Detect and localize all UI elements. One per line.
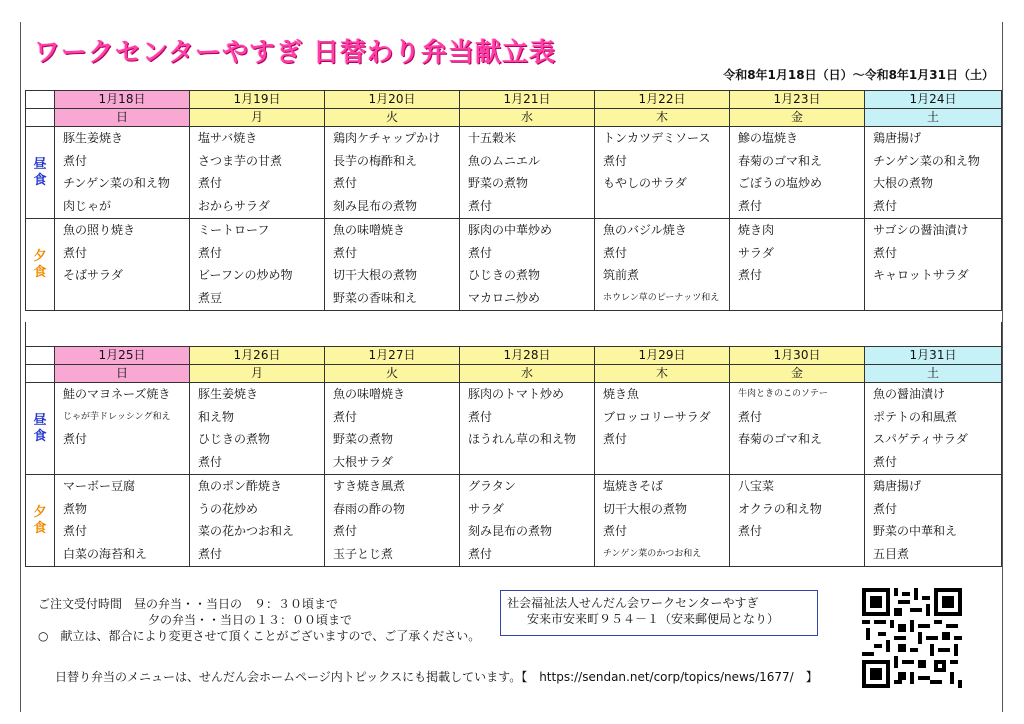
date-cell: 1月30日 [730,347,865,365]
dish-item: 鶏唐揚げ [873,131,922,145]
weekday-cell: 日 [55,109,190,127]
dinner-menu-cell [730,219,865,311]
dish-item [603,195,729,218]
page-title: ワークセンターやすぎ 日替わり弁当献立表 [34,38,557,68]
dish-item: 白菜の海苔和え [63,546,148,561]
lunch-label-cell [26,127,55,219]
lunch-menu-cell [190,127,325,219]
dish-item: マーボー豆腐 [63,479,136,493]
dish-item: 煮付 [738,524,763,538]
change-notice: ○ 献立は、都合により変更させて頂くことがございますので、ご了承ください。 [38,629,481,643]
dinner-menu-cell [55,475,190,567]
dish-item: 煮付 [468,546,493,561]
organization-name: 社会福祉法人せんだん会ワークセンターやすぎ [507,596,759,610]
dish-item: 魚のポン酢焼き [198,479,283,493]
date-row [26,91,1002,109]
dish-item: キャロットサラダ [873,268,969,282]
date-cell: 1月26日 [190,347,325,365]
dish-item: ごぼうの塩炒め [738,176,823,190]
dish-item: マカロニ炒め [468,290,541,305]
dish-item: 煮付 [873,454,898,469]
lunch-menu-cell [55,127,190,219]
footer-note: 日替り弁当のメニューは、せんだん会ホームページ内トピックスにも掲載しています。【 https://sendan.net/corp/topics/news/1677/ 】 [55,670,818,684]
dinner-row [26,219,1002,311]
dish-item: グラタン [468,479,516,493]
dish-item: トンカツデミソース [603,131,711,145]
lunch-label: 昼 食 [33,156,47,188]
dinner-menu-cell [865,475,1002,567]
dish-item: 切干大根の煮物 [603,501,688,516]
dish-item: 刻み昆布の煮物 [333,198,418,213]
dish-item: 和え物 [198,409,235,424]
dinner-menu-cell [190,475,325,567]
dish-item: 煮付 [63,432,88,446]
dish-item: 煮付 [63,245,88,260]
dish-item: 肉じゃが [63,198,112,213]
dish-item: チンゲン菜のかつお和え [603,548,702,559]
dish-item: 春菊のゴマ和え [738,432,823,446]
menu-period: 令和8年1月18日（日）～令和8年1月31日（土） [723,68,994,82]
dish-item: ほうれん草の和え物 [468,432,577,446]
dish-item: 魚の味噌焼き [333,223,406,237]
week-table [25,346,1002,567]
dish-item: 魚の味噌焼き [333,387,406,401]
dish-item: 豚生姜焼き [198,387,259,401]
dish-item: 刻み昆布の煮物 [468,524,553,538]
date-cell: 1月18日 [55,91,190,109]
lunch-menu-cell [730,127,865,219]
dish-item: 塩焼きそば [603,479,664,493]
date-cell: 1月22日 [595,91,730,109]
dish-item: 五目煮 [873,546,910,561]
dish-item: ひじきの煮物 [468,268,541,282]
dish-item: 大根サラダ [333,454,393,469]
dish-item: もやしのサラダ [603,176,687,190]
dinner-menu-cell [595,475,730,567]
dish-item: サゴシの醤油漬け [873,223,969,237]
dish-item: 煮付 [603,153,628,168]
dinner-menu-cell [55,219,190,311]
dish-item: すき焼き風煮 [333,479,406,493]
dinner-menu-cell [460,219,595,311]
dish-item: 煮付 [603,524,628,538]
dinner-label: 夕 食 [33,248,47,280]
lunch-menu-cell [595,383,730,475]
dish-item: 煮付 [738,198,763,213]
dish-item: ビーフンの炒め物 [198,268,293,282]
dinner-menu-cell [730,475,865,567]
dish-item: 魚の醤油漬け [873,387,946,401]
dish-item: ポテトの和風煮 [873,409,958,424]
corner-cell [26,109,55,127]
dish-item [468,451,594,474]
dish-item: 魚のバジル焼き [603,223,687,237]
dish-item: 煮付 [333,409,358,424]
dish-item: じゃが芋ドレッシング和え [63,411,171,422]
date-cell: 1月28日 [460,347,595,365]
dish-item: スパゲティサラダ [873,432,968,446]
weekday-cell: 土 [865,365,1002,383]
dish-item: 煮付 [63,524,88,538]
dinner-label-cell [26,475,55,567]
dish-item: 鮭のマヨネーズ焼き [63,387,171,401]
dish-item: 豚肉のトマト炒め [468,387,565,401]
date-cell: 1月23日 [730,91,865,109]
dish-item: 野菜の煮物 [468,176,529,190]
dish-item: 大根の煮物 [873,176,934,190]
weekday-cell: 火 [325,109,460,127]
dish-item: 塩サバ焼き [198,131,258,145]
date-cell: 1月27日 [325,347,460,365]
dish-item: 八宝菜 [738,479,775,493]
dish-item: ひじきの煮物 [198,432,271,446]
dish-item: 春雨の酢の物 [333,501,406,516]
corner-cell [26,91,55,109]
dinner-menu-cell [865,219,1002,311]
dish-item: 煮付 [603,432,628,446]
dish-item: 鶏肉ケチャップかけ [333,131,441,145]
dish-item [63,287,189,310]
dish-item: おからサラダ [198,198,270,213]
date-cell: 1月19日 [190,91,325,109]
dish-item: 煮付 [63,153,88,168]
dish-item: うの花炒め [198,501,259,516]
lunch-menu-cell [460,127,595,219]
weekday-cell: 月 [190,109,325,127]
right-border [1002,22,1003,712]
dish-item: 煮付 [873,198,898,213]
lunch-menu-cell [730,383,865,475]
dish-item: チンゲン菜の和え物 [63,176,170,190]
lunch-label-cell [26,383,55,475]
lunch-menu-cell [325,127,460,219]
dish-item: 煮付 [468,198,493,213]
dish-item: 玉子とじ煮 [333,546,394,561]
dish-item: 野菜の香味和え [333,290,418,305]
dish-item: 春菊のゴマ和え [738,153,823,168]
lunch-menu-cell [55,383,190,475]
weekday-row [26,365,1002,383]
dish-item: 菜の花かつお和え [198,524,295,538]
dish-item: 煮付 [333,176,358,190]
lunch-order-time: 昼の弁当・・当日の ９：３０頃まで [134,597,339,611]
week-table [25,90,1002,311]
dish-item: 鶏唐揚げ [873,479,922,493]
dish-item [738,543,864,566]
dish-item: ミートローフ [198,223,270,237]
lunch-row [26,127,1002,219]
date-cell: 1月25日 [55,347,190,365]
dish-item: 煮付 [468,245,493,260]
dish-item: 牛肉ときのこのソテー [738,389,828,399]
dish-item: 野菜の中華和え [873,524,958,538]
dish-item: 魚のムニエル [468,153,541,168]
dish-item: 煮付 [468,409,493,424]
dish-item: 焼き魚 [603,387,640,401]
weekday-cell: 火 [325,365,460,383]
dish-item: サラダ [468,501,504,516]
date-cell: 1月20日 [325,91,460,109]
weekday-cell: 日 [55,365,190,383]
date-cell: 1月21日 [460,91,595,109]
dish-item: 煮付 [333,245,358,260]
week-separator [25,322,1002,346]
weekday-cell: 月 [190,365,325,383]
qr-code-icon[interactable] [862,588,962,688]
dish-item: 切干大根の煮物 [333,268,418,282]
order-time-label: ご注文受付時間 [38,597,123,611]
dish-item [738,287,864,310]
dish-item: 豚生姜焼き [63,131,124,145]
dish-item: 煮付 [873,501,898,516]
dish-item: さつま芋の甘煮 [198,153,283,168]
dish-item: 煮付 [198,546,223,561]
dish-item: チンゲン菜の和え物 [873,153,980,168]
dinner-menu-cell [460,475,595,567]
dish-item [873,287,1001,310]
dish-item: 豚肉の中華炒め [468,223,553,237]
dish-item: 煮付 [198,245,223,260]
dish-item: 鰺の塩焼き [738,131,799,145]
date-row [26,347,1002,365]
dish-item: 煮付 [738,409,763,424]
dish-item: ホウレン草のピーナッツ和え [603,292,720,303]
date-cell: 1月29日 [595,347,730,365]
organization-box [500,590,818,636]
order-notes [38,596,480,644]
corner-cell [26,347,55,365]
dinner-label: 夕 食 [33,504,47,536]
dinner-order-time: 夕の弁当・・当日の１３：００頃まで [148,613,353,627]
dinner-menu-cell [190,219,325,311]
dish-item: 煮付 [603,245,628,260]
dish-item: 煮物 [63,501,88,516]
weekday-row [26,109,1002,127]
dish-item: 筑前煮 [603,268,640,282]
lunch-row [26,383,1002,475]
dish-item: 十五穀米 [468,131,517,145]
dish-item [63,451,189,474]
dish-item [603,451,729,474]
dish-item: 焼き肉 [738,223,775,237]
dish-item: サラダ [738,245,774,260]
dish-item: 煮付 [333,524,358,538]
dish-item: 煮豆 [198,290,223,305]
weekday-cell: 土 [865,109,1002,127]
dish-item [738,451,864,474]
lunch-menu-cell [865,383,1002,475]
dinner-menu-cell [325,219,460,311]
lunch-menu-cell [595,127,730,219]
dinner-menu-cell [595,219,730,311]
dinner-row [26,475,1002,567]
dish-item: 煮付 [738,268,763,282]
lunch-label: 昼 食 [33,412,47,444]
lunch-menu-cell [460,383,595,475]
date-cell: 1月24日 [865,91,1002,109]
lunch-menu-cell [865,127,1002,219]
weekday-cell: 金 [730,365,865,383]
dish-item: 煮付 [198,176,223,190]
date-cell: 1月31日 [865,347,1002,365]
dinner-label-cell [26,219,55,311]
corner-cell [26,365,55,383]
dish-item: 煮付 [873,245,898,260]
weekday-cell: 水 [460,365,595,383]
weekday-cell: 木 [595,109,730,127]
dish-item: 野菜の煮物 [333,432,394,446]
dish-item: 魚の照り焼き [63,223,136,237]
weekday-cell: 金 [730,109,865,127]
weekday-cell: 水 [460,109,595,127]
dish-item: オクラの和え物 [738,501,822,516]
weekday-cell: 木 [595,365,730,383]
lunch-menu-cell [325,383,460,475]
dish-item: 長芋の梅酢和え [333,153,418,168]
dish-item: 煮付 [198,454,223,469]
dish-item: ブロッコリーサラダ [603,409,711,424]
dish-item: そばサラダ [63,268,123,282]
organization-address: 安来市安来町９５４－１（安来郵便局となり） [527,612,780,626]
lunch-menu-cell [190,383,325,475]
left-border [20,22,21,712]
dinner-menu-cell [325,475,460,567]
